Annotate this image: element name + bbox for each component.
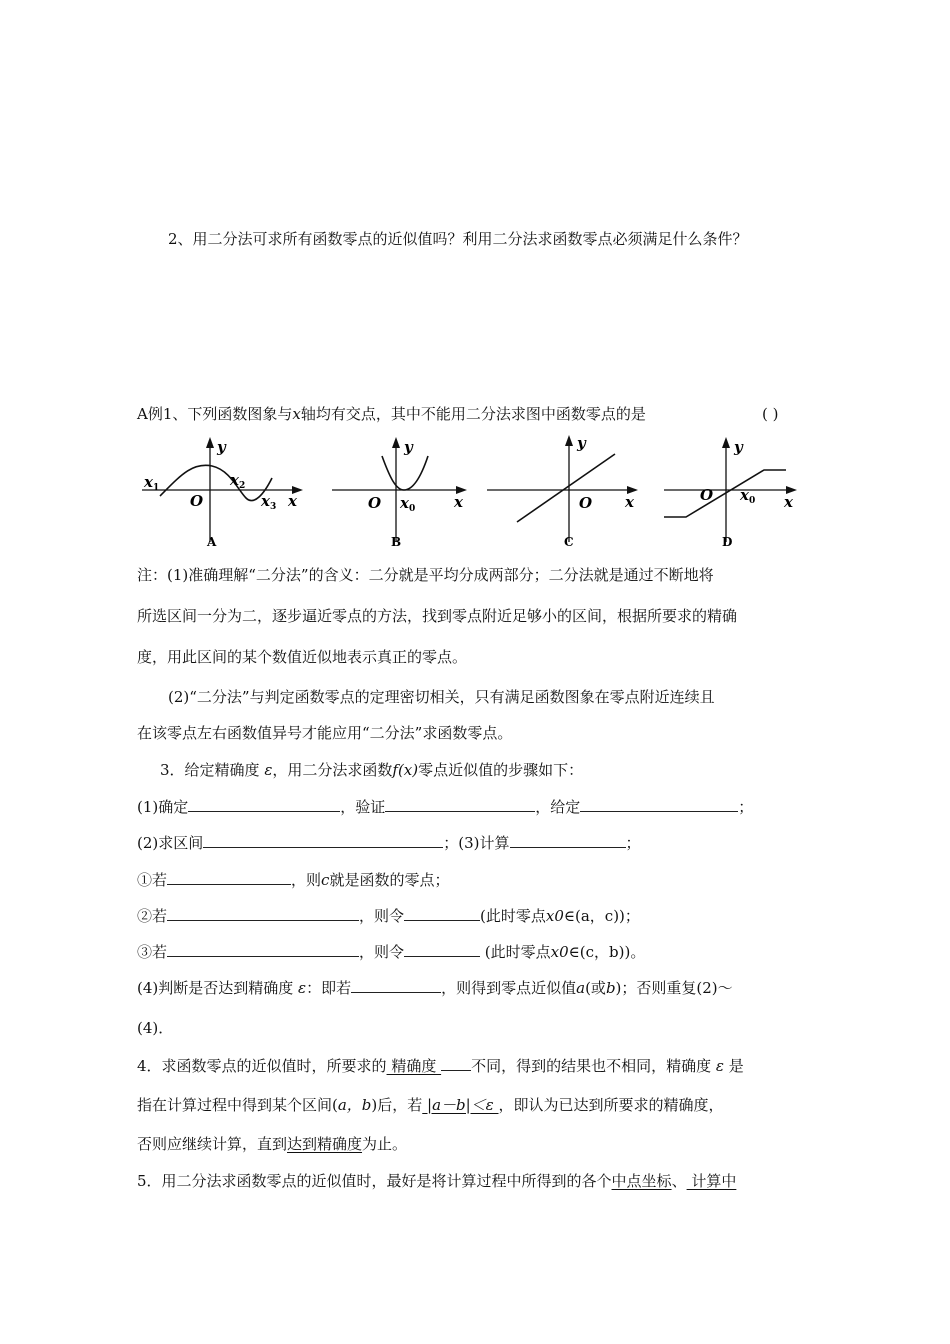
step-4-text-a: (4)判断是否达到精确度 — [137, 979, 294, 997]
graph-c-origin: O — [579, 494, 593, 512]
note-2-line-1: (2)“二分法”与判定函数零点的定理密切相关，只有满足函数图象在零点附近连续且 — [168, 688, 715, 706]
case-3-text-b: ，则令 — [359, 943, 405, 961]
graph-b-y-label: y — [404, 438, 413, 456]
item-4-text-d: 指在计算过程中得到某个区间( — [137, 1096, 338, 1114]
item-4-text-f: )后，若 — [371, 1096, 423, 1114]
example-1-text-a: A例1、下列函数图象与 — [137, 405, 293, 423]
example-1-var: x — [292, 405, 301, 423]
item-4-text-c: 是 — [728, 1057, 744, 1075]
case-3-text-a: ③若 — [137, 943, 168, 961]
case-2-text-a: ②若 — [137, 907, 168, 925]
item-4-text-h: 否则应继续计算，直到 — [137, 1135, 288, 1153]
case-1-text-b: ，则 — [291, 871, 322, 889]
step-1-text-c: ，给定 — [535, 798, 581, 816]
blank-given[interactable] — [580, 796, 738, 812]
item-4-text-a: 4．求函数零点的近似值时，所要求的 — [137, 1057, 387, 1075]
graph-b-caption: B — [391, 535, 402, 549]
case-2 — [137, 905, 640, 926]
case-1-text-a: ①若 — [137, 871, 168, 889]
step-1-text-d: ； — [738, 798, 754, 816]
note-1-line-1: 注：(1)准确理解“二分法”的含义：二分就是平均分成两部分；二分法就是通过不断地将 — [137, 566, 714, 584]
blank-midpoint[interactable] — [203, 832, 443, 848]
item-4-answer-reach: 达到精确度 — [287, 1135, 363, 1153]
item-4-line-3 — [137, 1134, 407, 1154]
blank-precision[interactable] — [351, 977, 441, 993]
example-1-text-b: 轴均有交点，其中不能用二分法求图中函数零点的是 — [300, 405, 646, 423]
function-fx: f(x) — [392, 761, 419, 779]
step-2-text: (2)求区间 — [137, 834, 204, 852]
step-4-var-a: a — [576, 979, 586, 997]
case-2-x0: x0 — [545, 907, 564, 925]
case-2-text-c: (此时零点 — [480, 907, 546, 925]
note-2-line-2: 在该零点左右函数值异号才能应用“二分法”求函数零点。 — [137, 724, 513, 742]
blank-case-3-cond[interactable] — [167, 941, 359, 957]
graph-b — [330, 432, 475, 550]
step-2-3 — [137, 832, 641, 853]
graph-a-y-label: y — [217, 438, 226, 456]
step-1 — [137, 796, 753, 817]
graph-d-x0: $x_0$ — [740, 486, 756, 506]
note-1-line-3: 度，用此区间的某个数值近似地表示真正的零点。 — [137, 648, 468, 666]
graph-c — [487, 432, 647, 550]
blank-case-1[interactable] — [167, 869, 291, 885]
graph-c-y-label: y — [577, 434, 586, 452]
step-4-text-d: (或 — [585, 979, 606, 997]
case-1-var-c: c — [321, 871, 330, 889]
graph-d-origin: O — [700, 486, 714, 504]
step-3-end: ； — [625, 834, 641, 852]
blank-compute[interactable] — [510, 832, 626, 848]
item-4-text-g: ，即认为已达到所要求的精确度， — [498, 1096, 724, 1114]
case-1 — [137, 869, 449, 890]
item-4-interval: a，b — [337, 1096, 372, 1114]
example-1 — [137, 404, 646, 424]
case-3-text-c: (此时零点 — [480, 943, 551, 961]
blank-case-2-cond[interactable] — [167, 905, 359, 921]
blank-case-3-set[interactable] — [404, 941, 480, 957]
case-2-text-b: ，则令 — [359, 907, 405, 925]
item-5-answer-midpoint: 中点坐标 — [611, 1172, 672, 1190]
step-4-text-b: ：即若 — [306, 979, 352, 997]
graph-c-caption: C — [564, 535, 574, 549]
case-1-text-c: 就是函数的零点； — [329, 871, 450, 889]
case-2-text-d: ∈(a，c))； — [563, 907, 640, 925]
case-3-x0: x0 — [550, 943, 569, 961]
graph-b-origin: O — [368, 494, 382, 512]
graph-a-caption: A — [207, 535, 217, 549]
case-3 — [137, 941, 645, 962]
graph-a-x2: $x_2$ — [230, 471, 246, 491]
graph-a-x1: $x_1$ — [144, 473, 160, 493]
graph-d-caption: D — [722, 535, 733, 549]
graph-d-x-label: x — [784, 493, 793, 511]
item-4-line-2 — [137, 1095, 724, 1115]
item-5-text-b: 、 — [671, 1172, 687, 1190]
answer-paren[interactable]: ( ) — [762, 405, 779, 423]
blank-verify[interactable] — [385, 796, 535, 812]
item-4-line-1 — [137, 1055, 744, 1076]
item-4-answer-precision: 精确度 — [386, 1057, 442, 1075]
epsilon-symbol-2: ε — [298, 979, 307, 997]
item-5-text-a: 5．用二分法求函数零点的近似值时，最好是将计算过程中所得到的各个 — [137, 1172, 612, 1190]
item-4-text-b: 不同，得到的结果也不相同，精确度 — [471, 1057, 712, 1075]
step-1-text-b: ，验证 — [340, 798, 386, 816]
case-3-text-d: ∈(c，b))。 — [568, 943, 646, 961]
graph-d — [660, 432, 810, 550]
step-4-var-b: b — [605, 979, 616, 997]
epsilon-symbol-3: ε — [715, 1057, 724, 1075]
question-2: 2、用二分法可求所有函数零点的近似值吗？利用二分法求函数零点必须满足什么条件？ — [168, 230, 748, 248]
graph-a-x-label: x — [288, 492, 297, 510]
step-3-text: ；(3)计算 — [443, 834, 510, 852]
item-4-answer-condition: |a－b|＜ε — [422, 1096, 499, 1114]
graph-c-x-label: x — [625, 493, 634, 511]
graph-a-origin: O — [190, 492, 204, 510]
step-4 — [137, 977, 733, 998]
blank-case-2-set[interactable] — [404, 905, 480, 921]
step-1-text-a: (1)确定 — [137, 798, 189, 816]
item-4-underline-tail — [441, 1055, 471, 1071]
graph-b-x0: $x_0$ — [400, 494, 416, 514]
item-3-title-a: 3．给定精确度 — [160, 761, 260, 779]
graph-a — [140, 432, 310, 550]
step-4-text-c: ，则得到零点近似值 — [441, 979, 577, 997]
item-5-line-1 — [137, 1171, 736, 1191]
item-3-title-c: 零点近似值的步骤如下： — [418, 761, 584, 779]
epsilon-symbol: ε — [264, 761, 273, 779]
step-4-cont: (4)． — [137, 1019, 174, 1037]
item-5-answer-compute: 计算中 — [686, 1172, 737, 1190]
graph-d-y-label: y — [734, 438, 743, 456]
step-4-text-e: )；否则重复(2)～ — [615, 979, 733, 997]
item-4-text-i: 为止。 — [362, 1135, 408, 1153]
graph-b-x-label: x — [454, 493, 463, 511]
graph-a-x3: $x_3$ — [261, 492, 277, 512]
blank-interval[interactable] — [188, 796, 340, 812]
item-3-title-b: ，用二分法求函数 — [272, 761, 393, 779]
item-3-title — [160, 760, 583, 780]
note-1-line-2: 所选区间一分为二，逐步逼近零点的方法，找到零点附近足够小的区间，根据所要求的精确 — [137, 607, 738, 625]
